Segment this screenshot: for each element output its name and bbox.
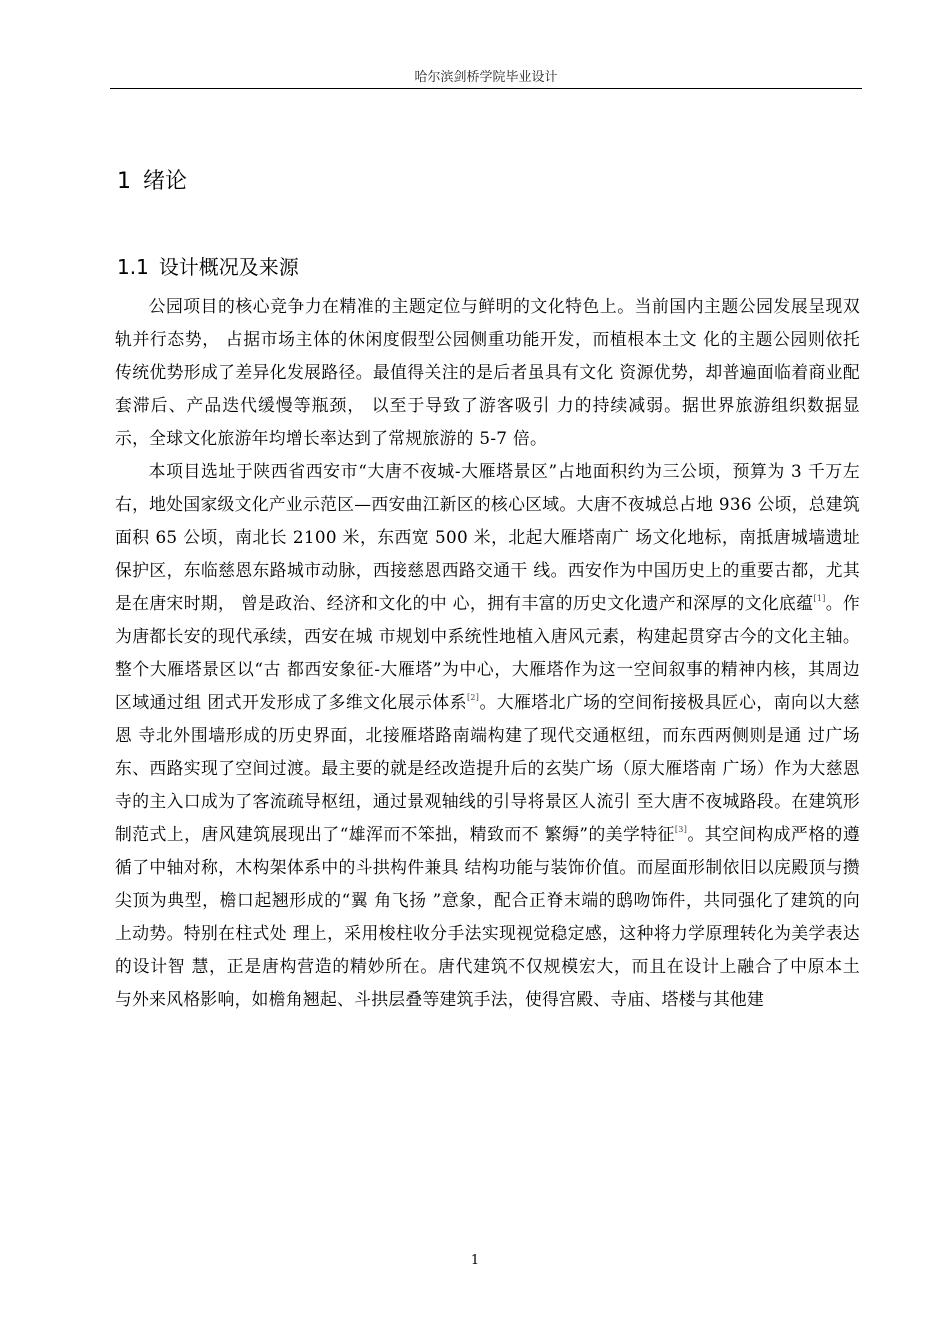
paragraph-text: 。作为唐都长安的现代承续，西安在城 市规划中系统性地植入唐风元素，构建起贯穿古今的文化主轴。整个大雁塔景区以“古 都西安象征-大雁塔”为中心，大雁塔作为这一空间叙事的精神内核，其周边区域通过组 团式开发形成了多维文化展示体系 <box>115 593 860 712</box>
citation-ref: [2] <box>467 693 480 702</box>
paragraph-text: 公园项目的核心竞争力在精准的主题定位与鲜明的文化特色上。当前国内主题公园发展呈现双轨并行态势， 占据市场主体的休闲度假型公园侧重功能开发，而植根本土文 化的主题公园则依托传统优势形成了差异化发展路径。最值得关注的是后者虽具有文化 资源优势，却普遍面临着商业配套滞后、产品迭代缓慢等瓶颈， 以至于导致了游客吸引 力的持续减弱。据世界旅游组织数据显示，全球文化旅游年均增长率达到了常规旅游的 5-7 倍。 <box>115 296 860 448</box>
paragraph-text: 本项目选址于陕西省西安市“大唐不夜城-大雁塔景区”占地面积约为三公顷，预算为 3 千万左右，地处国家级文化产业示范区—西安曲江新区的核心区域。大唐不夜城总占地 936 公顷，总建筑面积 65 公顷，南北长 2100 米，东西宽 500 米，北起大雁塔南广 场文化地标，南抵唐城墙遗址保护区，东临慈恩东路城市动脉，西接慈恩西路交通干 线。西安作为中国历史上的重要古都，尤其是在唐宋时期， 曾是政治、经济和文化的中 心，拥有丰富的历史文化遗产和深厚的文化底蕴 <box>115 461 860 613</box>
paragraph-text: 。大雁塔北广场的空间衔接极具匠心，南向以大慈恩 寺北外围墙形成的历史界面，北接雁塔路南端构建了现代交通枢纽，而东西两侧则是通 过广场东、西路实现了空间过渡。最主要的就是经改造提升后的玄奘广场（原大雁塔南 广场）作为大慈恩寺的主入口成为了客流疏导枢纽，通过景观轴线的引导将景区人流引 至大唐不夜城路段。在建筑形制范式上，唐风建筑展现出了“雄浑而不笨拙，精致而不 繁缛”的美学特征 <box>115 692 860 844</box>
chapter-title: 绪论 <box>143 169 188 194</box>
chapter-heading <box>117 164 187 195</box>
paragraph <box>115 290 860 455</box>
paragraph <box>115 455 860 1016</box>
header-divider <box>110 88 862 89</box>
section-title: 设计概况及来源 <box>158 255 299 279</box>
running-header: 哈尔滨剑桥学院毕业设计 <box>414 70 558 85</box>
body-text <box>115 290 860 1016</box>
section-number: 1.1 <box>117 255 149 279</box>
chapter-number: 1 <box>117 169 131 194</box>
citation-ref: [1] <box>813 594 826 603</box>
section-heading <box>117 251 299 280</box>
citation-ref: [3] <box>674 825 688 834</box>
paragraph-text: 。其空间构成严格的遵循了中轴对称，木构架体系中的斗拱构件兼具 结构功能与装饰价值。而屋面形制依旧以庑殿顶与攒尖顶为典型，檐口起翘形成的“翼 角飞扬 ”意象，配合正脊末端的鸱吻饰件，共同强化了建筑的向上动势。特别在柱式处 理上，采用梭柱收分手法实现视觉稳定感，这种将力学原理转化为美学表达的设计智 慧，正是唐构营造的精妙所在。唐代建筑不仅规模宏大，而且在设计上融合了中原本土 与外来风格影响，如檐角翘起、斗拱层叠等建筑手法，使得宫殿、寺庙、塔楼与其他建 <box>115 824 860 1009</box>
page-number: 1 <box>470 1253 480 1268</box>
